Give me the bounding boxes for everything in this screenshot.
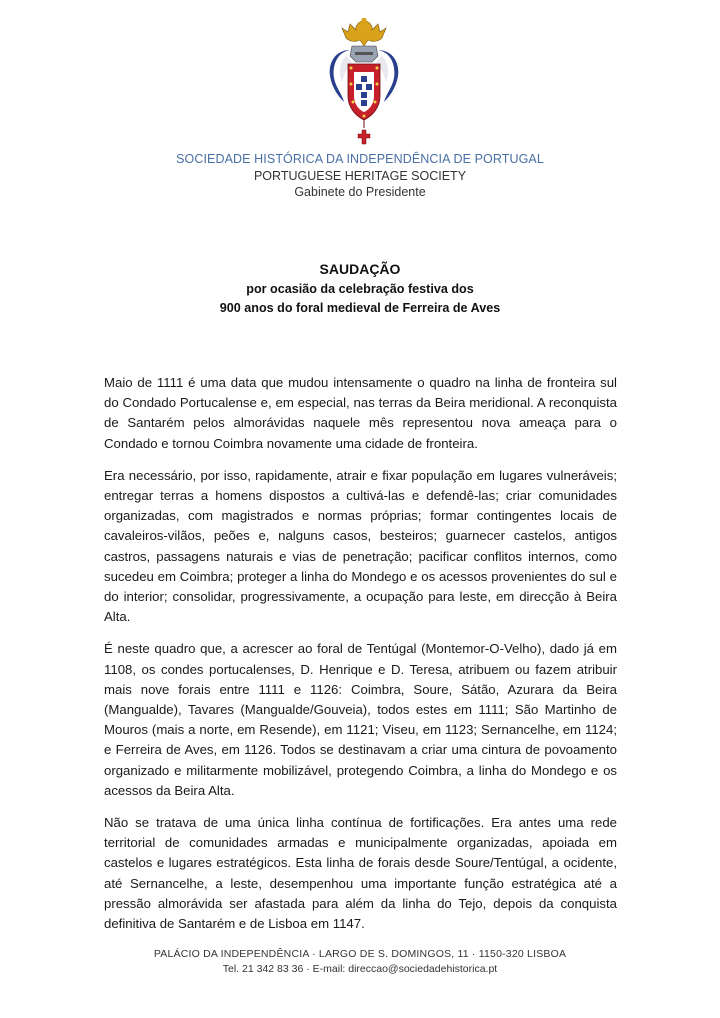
footer-address: PALÁCIO DA INDEPENDÊNCIA · LARGO DE S. DOMINGOS, 11 · 1150-320 LISBOA (153, 948, 567, 960)
office-name: Gabinete do Presidente (294, 185, 426, 199)
society-name: SOCIEDADE HISTÓRICA DA INDEPENDÊNCIA DE PORTUGAL (176, 152, 544, 166)
coat-of-arms-icon (322, 16, 406, 148)
body-paragraph: Maio de 1111 é uma data que mudou intensamente o quadro na linha de fronteira sul do Condado Portucalense e, em especial, nas terras da Beira meridional. A reconquista de Santarém pelos almorávidas naquele mês representou nova ameaça para o Condado e tornou Coimbra novamente uma cidade de fronteira. (104, 375, 617, 451)
document-subtitle-line-1: por ocasião da celebração festiva dos (246, 282, 474, 296)
body-paragraph: Era necessário, por isso, rapidamente, atrair e fixar população em lugares vulneráveis; entregar terras a homens dispostos a cultivá-las e defendê-las; criar comunidades organizadas, com magistrados e normas próprias; formar contingentes locais de cavaleiros-vilãos, peões e, nalguns casos, besteiros; guarnecer castelos, antigos castros, passagens naturais e vias de penetração; pacificar conflitos internos, como sucedeu em Coimbra; proteger a linha do Mondego e os acessos provenientes do sul e do interior; consolidar, progressivamente, a ocupação para leste, em direcção à Beira Alta. (104, 467, 617, 625)
document-title: SAUDAÇÃO (319, 261, 401, 277)
document-subtitle-line-2: 900 anos do foral medieval de Ferreira de Aves (219, 301, 501, 315)
letter-body (104, 373, 617, 946)
body-paragraph: É neste quadro que, a acrescer ao foral de Tentúgal (Montemor-O-Velho), dado já em 1108, os condes portucalenses, D. Henrique e D. Teresa, atribuem ou fazem atribuir mais nove forais entre 1111 e 1126: Coimbra, Soure, Sátão, Azurara da Beira (Mangualde), Tavares (Mangualde/Gouveia), todos estes em 1111; São Martinho de Mouros (mais a norte, em Resende), em 1121; Viseu, em 1123; Sernancelhe, em 1124; e Ferreira de Aves, em 1126. Todos se destinavam a criar uma cintura de povoamento organizado e militarmente mobilizável, protegendo Coimbra, a linha do Mondego e os acessos da Beira Alta. (104, 641, 617, 798)
society-name-english: PORTUGUESE HERITAGE SOCIETY (253, 169, 467, 183)
footer-contact: Tel. 21 342 83 36 · E-mail: direccao@sociedadehistorica.pt (222, 963, 498, 975)
body-paragraph: Não se tratava de uma única linha contínua de fortificações. Era antes uma rede territorial de comunidades armadas e municipalmente organizadas, apoiada em castelos e lugares estratégicos. Esta linha de forais desde Soure/Tentúgal, a ocidente, até Sernancelhe, a leste, desempenhou uma importante função estratégica até a pressão almorávida ser afastada para além da linha do Tejo, depois da conquista definitiva de Santarém e de Lisboa em 1147. (104, 815, 617, 932)
